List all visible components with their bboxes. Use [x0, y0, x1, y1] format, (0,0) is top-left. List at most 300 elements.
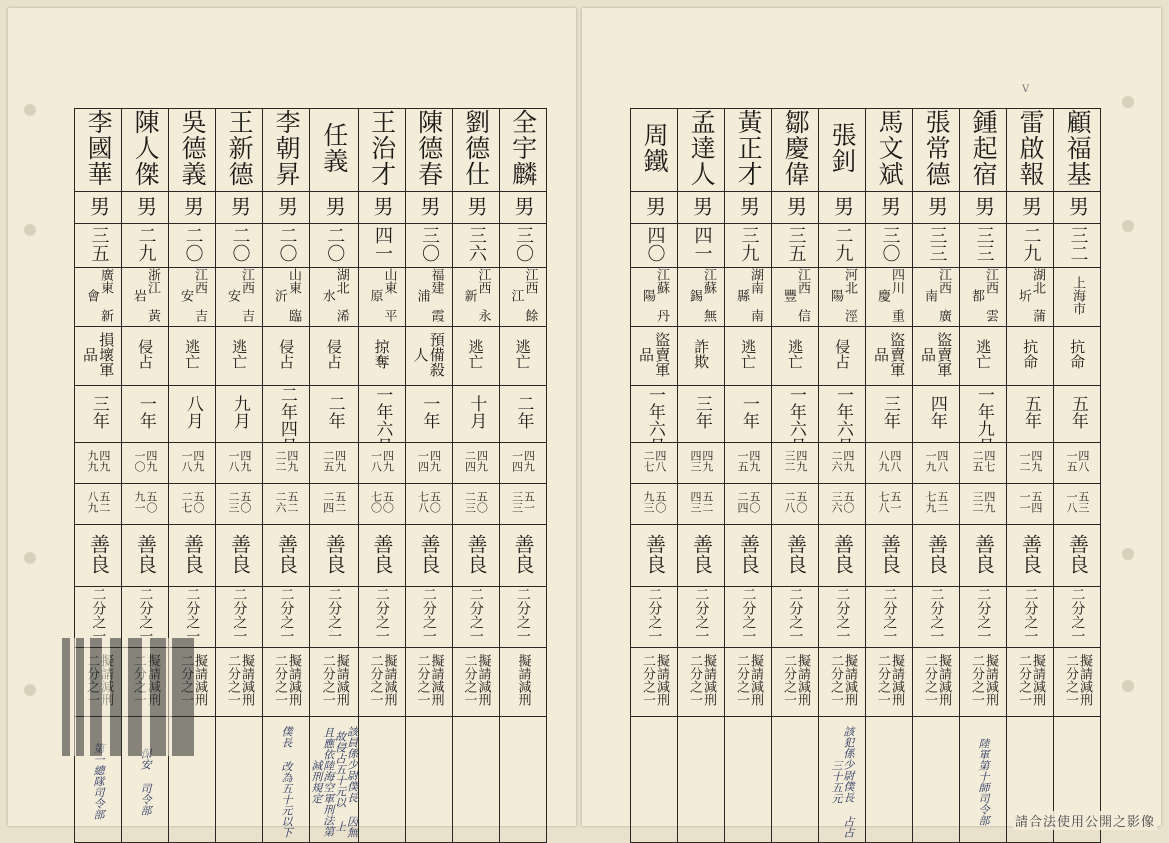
cell-sentence	[499, 386, 546, 443]
record-sentence: 十月	[467, 386, 485, 438]
row-conduct	[75, 525, 547, 587]
record-fraction: 二分之一	[468, 587, 483, 643]
record-date1: 四八 一九	[924, 443, 948, 479]
cell-age	[499, 224, 546, 268]
record-sentence: 一年九月	[974, 386, 992, 438]
cell-recommend	[866, 648, 913, 717]
record-date1: 四八 二七	[642, 443, 666, 479]
record-fraction: 二分之一	[1023, 587, 1038, 643]
record-conduct: 善良	[323, 534, 344, 574]
row-place	[631, 268, 1101, 327]
record-crime: 侵占	[326, 327, 342, 381]
cell-age	[866, 224, 913, 268]
cell-recommend	[725, 648, 772, 717]
record-age: 二〇	[324, 226, 343, 262]
cell-age	[819, 224, 866, 268]
record-sex: 男	[785, 196, 806, 216]
record-date2: 五〇 二七	[180, 484, 204, 520]
cell-recommend	[216, 648, 263, 717]
punch-hole	[1122, 220, 1134, 232]
cell-sentence	[75, 386, 122, 443]
cell-conduct	[819, 525, 866, 587]
record-conduct: 善良	[371, 534, 392, 574]
cell-fraction	[913, 587, 960, 648]
punch-hole	[1122, 96, 1134, 108]
cell-place	[1054, 268, 1101, 327]
record-sentence: 二年	[514, 386, 532, 438]
cell-fraction	[1054, 587, 1101, 648]
record-crime: 預備殺人	[412, 327, 444, 381]
cell-note	[960, 717, 1007, 843]
record-fraction: 二分之一	[882, 587, 897, 643]
cell-place	[216, 268, 263, 327]
record-place: 江西 廣南	[922, 268, 950, 322]
cell-recommend	[960, 648, 1007, 717]
cell-age	[960, 224, 1007, 268]
cell-recommend	[452, 648, 499, 717]
record-fraction: 二分之一	[976, 587, 991, 643]
record-sentence: 三年	[692, 386, 710, 438]
record-sex: 男	[832, 196, 853, 216]
cell-date1	[772, 443, 819, 484]
record-name: 黃正才	[735, 109, 761, 187]
cell-conduct	[1007, 525, 1054, 587]
cell-place	[819, 268, 866, 327]
cell-conduct	[310, 525, 359, 587]
record-date1: 四九 一四	[417, 443, 441, 479]
cell-sentence	[960, 386, 1007, 443]
record-sex: 男	[926, 196, 947, 216]
cell-name	[678, 109, 725, 192]
cell-recommend	[358, 648, 405, 717]
cell-conduct	[216, 525, 263, 587]
record-recommend: 擬請減刑 二分之一	[1063, 648, 1091, 712]
cell-conduct	[960, 525, 1007, 587]
cell-crime	[1007, 327, 1054, 386]
cell-fraction	[263, 587, 310, 648]
cell-conduct	[169, 525, 216, 587]
cell-crime	[263, 327, 310, 386]
record-recommend: 擬請減刑 二分之一	[367, 648, 395, 712]
cell-recommend	[913, 648, 960, 717]
cell-recommend	[1007, 648, 1054, 717]
record-name: 鄒慶偉	[782, 109, 808, 187]
cell-name	[1054, 109, 1101, 192]
cell-crime	[819, 327, 866, 386]
cell-sex	[866, 192, 913, 224]
record-note: 陸軍第十師司令部	[977, 722, 989, 838]
cell-age	[725, 224, 772, 268]
cell-place	[772, 268, 819, 327]
record-conduct: 善良	[88, 534, 109, 574]
record-conduct: 善良	[1020, 534, 1041, 574]
record-fraction: 二分之一	[326, 587, 341, 643]
record-fraction: 二分之一	[421, 587, 436, 643]
record-place: 江蘇 無錫	[687, 268, 715, 322]
cell-date2	[499, 484, 546, 525]
record-date1: 四八 一五	[1065, 443, 1089, 479]
cell-date1	[263, 443, 310, 484]
record-sentence: 一年六月	[786, 386, 804, 438]
cell-name	[913, 109, 960, 192]
record-conduct: 善良	[182, 534, 203, 574]
cell-crime	[405, 327, 452, 386]
record-age: 二〇	[277, 226, 296, 262]
cell-date1	[819, 443, 866, 484]
record-date2: 五〇 七〇	[370, 484, 394, 520]
cell-place	[452, 268, 499, 327]
record-conduct: 善良	[229, 534, 250, 574]
cell-age	[169, 224, 216, 268]
record-place: 四川 重慶	[875, 268, 903, 322]
cell-date1	[960, 443, 1007, 484]
record-age: 三〇	[513, 226, 532, 262]
record-crime: 盜賣軍品	[873, 327, 905, 381]
cell-sentence	[405, 386, 452, 443]
record-name: 馬文斌	[876, 109, 902, 187]
record-recommend: 擬請減刑 二分之一	[922, 648, 950, 712]
register-table-right	[630, 108, 1101, 843]
record-note: 該員係少尉僕長 因無故侵占五十元以 上 且應依陸海空軍刑法第 減刑規定	[310, 722, 358, 838]
cell-date2	[725, 484, 772, 525]
record-fraction: 二分之一	[835, 587, 850, 643]
record-sex: 男	[1067, 196, 1088, 216]
record-sentence: 九月	[230, 386, 248, 438]
cell-name	[772, 109, 819, 192]
cell-age	[678, 224, 725, 268]
cell-conduct	[631, 525, 678, 587]
record-recommend: 擬請減刑 二分之一	[734, 648, 762, 712]
cell-sex	[122, 192, 169, 224]
record-place: 山東 臨沂	[272, 268, 300, 322]
record-place: 河北 涇陽	[828, 268, 856, 322]
cell-note	[499, 717, 546, 843]
record-place: 江西 雲都	[969, 268, 997, 322]
record-name: 顧福基	[1064, 109, 1090, 187]
record-name: 陳德春	[415, 109, 441, 187]
cell-sex	[960, 192, 1007, 224]
record-conduct: 善良	[691, 534, 712, 574]
cell-sex	[631, 192, 678, 224]
cell-sentence	[866, 386, 913, 443]
row-date1	[631, 443, 1101, 484]
cell-date2	[452, 484, 499, 525]
record-age: 四一	[692, 226, 711, 262]
cell-conduct	[866, 525, 913, 587]
cell-fraction	[725, 587, 772, 648]
record-recommend: 擬請減刑 二分之一	[225, 648, 253, 712]
punch-hole	[24, 224, 36, 236]
cell-date2	[1054, 484, 1101, 525]
record-fraction: 二分之一	[788, 587, 803, 643]
record-date2: 五一 七八	[877, 484, 901, 520]
row-sentence	[75, 386, 547, 443]
cell-recommend	[310, 648, 359, 717]
cell-note	[631, 717, 678, 843]
record-sentence: 一年六月	[373, 386, 391, 438]
row-name	[75, 109, 547, 192]
cell-age	[1054, 224, 1101, 268]
record-age: 三九	[739, 226, 758, 262]
record-date1: 四九 三二	[783, 443, 807, 479]
record-sex: 男	[276, 196, 297, 216]
record-sex: 男	[323, 196, 344, 216]
row-conduct	[631, 525, 1101, 587]
record-date2: 五〇 二八	[783, 484, 807, 520]
cell-date2	[216, 484, 263, 525]
record-crime: 掠奪	[373, 327, 389, 381]
cell-date1	[405, 443, 452, 484]
cell-conduct	[405, 525, 452, 587]
record-date2: 五〇 二三	[227, 484, 251, 520]
row-crime	[75, 327, 547, 386]
record-note: 保安 司令部	[139, 722, 151, 838]
cell-fraction	[819, 587, 866, 648]
cell-note	[216, 717, 263, 843]
cell-date1	[631, 443, 678, 484]
record-name: 全宇麟	[509, 109, 535, 187]
cell-conduct	[122, 525, 169, 587]
record-crime: 抗命	[1022, 327, 1038, 381]
record-sentence: 三年	[880, 386, 898, 438]
record-crime: 侵占	[137, 327, 153, 381]
record-place: 湖北 浠水	[320, 268, 348, 322]
record-age: 二九	[136, 226, 155, 262]
record-crime: 盜賣軍品	[920, 327, 952, 381]
cell-age	[1007, 224, 1054, 268]
cell-date1	[122, 443, 169, 484]
cell-sentence	[725, 386, 772, 443]
record-place: 廣東 新會	[84, 268, 112, 322]
cell-conduct	[678, 525, 725, 587]
cell-sex	[1054, 192, 1101, 224]
row-date1	[75, 443, 547, 484]
cell-crime	[75, 327, 122, 386]
record-crime: 詐欺	[693, 327, 709, 381]
cell-crime	[122, 327, 169, 386]
cell-sentence	[913, 386, 960, 443]
record-note: 僕長 改為五十元以下	[280, 722, 292, 838]
record-sentence: 二年四月	[277, 386, 295, 438]
record-crime: 逃亡	[975, 327, 991, 381]
record-date1: 四九 二五	[322, 443, 346, 479]
record-sex: 男	[182, 196, 203, 216]
cell-date2	[405, 484, 452, 525]
record-conduct: 善良	[512, 534, 533, 574]
record-fraction: 二分之一	[515, 587, 530, 643]
record-sex: 男	[371, 196, 392, 216]
record-recommend: 擬請減刑	[178, 648, 206, 712]
cell-date2	[1007, 484, 1054, 525]
record-conduct: 善良	[135, 534, 156, 574]
cell-note	[452, 717, 499, 843]
cell-note	[866, 717, 913, 843]
record-name: 雷啟報	[1017, 109, 1043, 187]
record-conduct: 善良	[785, 534, 806, 574]
cell-place	[122, 268, 169, 327]
record-conduct: 善良	[926, 534, 947, 574]
usage-watermark: 請合法使用公開之影像	[1013, 811, 1157, 830]
record-date1: 四九 二二	[274, 443, 298, 479]
record-fraction: 二分之一	[1070, 587, 1085, 643]
cell-sex	[452, 192, 499, 224]
punch-hole	[24, 104, 36, 116]
cell-recommend	[1054, 648, 1101, 717]
record-fraction: 二分之一	[374, 587, 389, 643]
record-name: 吳德義	[179, 109, 205, 187]
record-age: 三三	[974, 226, 993, 262]
cell-place	[405, 268, 452, 327]
cell-fraction	[499, 587, 546, 648]
cell-conduct	[499, 525, 546, 587]
record-date2: 五〇 三六	[830, 484, 854, 520]
cell-crime	[499, 327, 546, 386]
cell-sentence	[452, 386, 499, 443]
cell-name	[725, 109, 772, 192]
cell-age	[310, 224, 359, 268]
record-sex: 男	[691, 196, 712, 216]
cell-crime	[913, 327, 960, 386]
record-name: 周鐵	[641, 122, 667, 174]
cell-recommend	[772, 648, 819, 717]
row-date2	[75, 484, 547, 525]
cell-note	[725, 717, 772, 843]
record-date2: 五二 二六	[274, 484, 298, 520]
record-crime: 侵占	[834, 327, 850, 381]
record-name: 張釗	[829, 122, 855, 174]
cell-age	[631, 224, 678, 268]
record-crime: 逃亡	[467, 327, 483, 381]
record-crime: 抗命	[1069, 327, 1085, 381]
cell-date1	[358, 443, 405, 484]
record-date2: 五〇 二四	[736, 484, 760, 520]
record-sex: 男	[879, 196, 900, 216]
cell-note	[263, 717, 310, 843]
cell-fraction	[405, 587, 452, 648]
record-place: 江西 永新	[461, 268, 489, 322]
record-sentence: 八月	[183, 386, 201, 438]
record-fraction: 二分之一	[741, 587, 756, 643]
record-fraction: 二分之一	[232, 587, 247, 643]
record-sex: 男	[1020, 196, 1041, 216]
record-crime: 侵占	[278, 327, 294, 381]
cell-sex	[499, 192, 546, 224]
record-date2: 五〇 九三	[642, 484, 666, 520]
cell-crime	[631, 327, 678, 386]
cell-recommend	[405, 648, 452, 717]
record-name: 任義	[321, 122, 347, 174]
record-recommend: 擬請減刑 二分之一	[969, 648, 997, 712]
punch-hole	[24, 684, 36, 696]
record-age: 二〇	[183, 226, 202, 262]
record-age: 二〇	[230, 226, 249, 262]
record-age: 二九	[1021, 226, 1040, 262]
cell-crime	[678, 327, 725, 386]
record-crime: 盜賣軍品	[638, 327, 670, 381]
record-conduct: 善良	[1067, 534, 1088, 574]
cell-note	[913, 717, 960, 843]
row-sex	[631, 192, 1101, 224]
cell-crime	[169, 327, 216, 386]
cell-name	[405, 109, 452, 192]
record-date1: 四九 九九	[86, 443, 110, 479]
record-date2: 五三 一八	[1065, 484, 1089, 520]
cell-recommend	[678, 648, 725, 717]
cell-fraction	[960, 587, 1007, 648]
cell-recommend	[819, 648, 866, 717]
cell-crime	[772, 327, 819, 386]
cell-place	[169, 268, 216, 327]
record-date1: 四九 一八	[180, 443, 204, 479]
punch-hole	[1122, 680, 1134, 692]
cell-sex	[169, 192, 216, 224]
row-age	[75, 224, 547, 268]
cell-note	[819, 717, 866, 843]
cell-sex	[678, 192, 725, 224]
record-fraction: 二分之一	[91, 587, 106, 643]
record-place: 江西 吉安	[225, 268, 253, 322]
record-fraction: 二分之一	[647, 587, 662, 643]
cell-sentence	[122, 386, 169, 443]
cell-age	[405, 224, 452, 268]
cell-fraction	[1007, 587, 1054, 648]
cell-sentence	[631, 386, 678, 443]
cell-date1	[499, 443, 546, 484]
row-name	[631, 109, 1101, 192]
record-sex: 男	[738, 196, 759, 216]
record-note: 該犯係少尉僕長 占占 三十五元	[830, 722, 854, 838]
record-name: 李國華	[85, 109, 111, 187]
cell-name	[960, 109, 1007, 192]
record-place: 湖南 南縣	[734, 268, 762, 322]
cell-sex	[75, 192, 122, 224]
record-crime: 逃亡	[514, 327, 530, 381]
cell-fraction	[678, 587, 725, 648]
cell-recommend	[263, 648, 310, 717]
cell-name	[169, 109, 216, 192]
cell-date2	[913, 484, 960, 525]
cell-date2	[631, 484, 678, 525]
record-crime: 損壞軍品	[82, 327, 114, 381]
cell-sex	[772, 192, 819, 224]
cell-date2	[678, 484, 725, 525]
record-place: 福建 霞浦	[414, 268, 442, 322]
cell-date2	[866, 484, 913, 525]
record-fraction: 二分之一	[694, 587, 709, 643]
record-name: 李朝昇	[273, 109, 299, 187]
record-crime: 逃亡	[740, 327, 756, 381]
record-age: 三〇	[419, 226, 438, 262]
cell-date2	[169, 484, 216, 525]
cell-fraction	[358, 587, 405, 648]
record-date1: 四九 一八	[370, 443, 394, 479]
archive-stamp	[62, 638, 194, 756]
cell-name	[866, 109, 913, 192]
record-age: 三五	[89, 226, 108, 262]
cell-crime	[310, 327, 359, 386]
record-recommend: 擬請減刑 二分之一	[687, 648, 715, 712]
cell-conduct	[75, 525, 122, 587]
record-sex: 男	[644, 196, 665, 216]
record-name: 張常德	[923, 109, 949, 187]
cell-date2	[75, 484, 122, 525]
record-name: 王新德	[226, 109, 252, 187]
cell-place	[75, 268, 122, 327]
record-conduct: 善良	[418, 534, 439, 574]
cell-conduct	[772, 525, 819, 587]
cell-age	[358, 224, 405, 268]
cell-date2	[772, 484, 819, 525]
